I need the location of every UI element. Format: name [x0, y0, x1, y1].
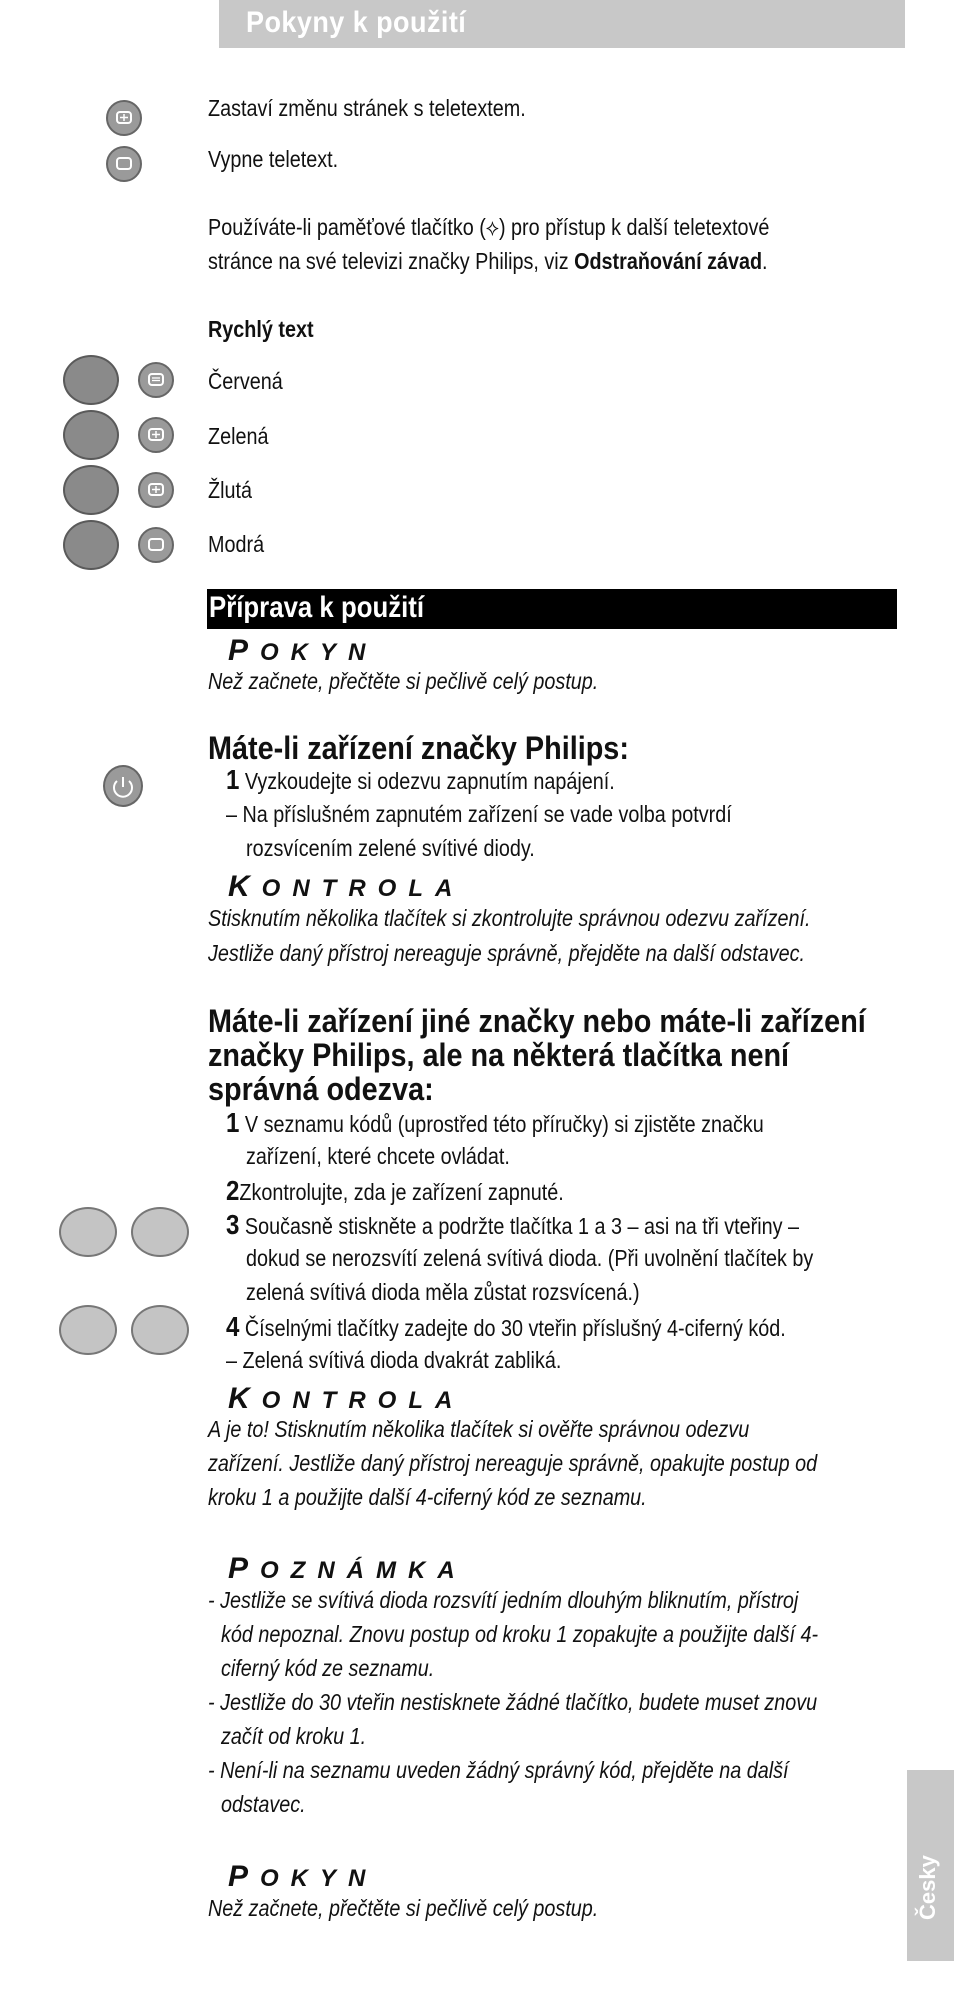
- remark-b2-line2: začít od kroku 1.: [221, 1723, 367, 1749]
- other-dash-line: – Zelená svítivá dioda dvakrát zabliká.: [226, 1347, 562, 1373]
- other-step-3-cont1: dokud se nerozsvítí zelená svítivá dioda. (Při uvolnění tlačítek by: [246, 1245, 814, 1271]
- note-text-2: Než začnete, přečtěte si pečlivě celý postup.: [208, 1895, 599, 1921]
- section-title: Příprava k použití: [209, 591, 425, 624]
- power-button-icon: [103, 765, 143, 807]
- memory-note-line2: stránce na své televizi značky Philips, viz Odstraňování závad.: [208, 248, 768, 274]
- color-green-label: Zelená: [208, 423, 269, 449]
- other-heading-line1: Máte-li zařízení jiné značky nebo máte-li zařízení: [208, 1003, 866, 1039]
- note-label: POKYN: [228, 634, 378, 667]
- remark-b1-line2: kód nepoznal. Znovu postup od kroku 1 zopakujte a použijte další 4-: [221, 1621, 819, 1647]
- color-yellow-label: Žlutá: [208, 477, 252, 503]
- other-check-line2: zařízení. Jestliže daný přístroj nereaguje správně, opakujte postup od: [208, 1450, 818, 1476]
- philips-heading: Máte-li zařízení značky Philips:: [208, 730, 629, 766]
- philips-step-1: 1 Vyzkoudejte si odezvu zapnutím napájení.: [226, 764, 615, 795]
- other-step-2: 2Zkontrolujte, zda je zařízení zapnuté.: [226, 1175, 564, 1206]
- other-check-line3: kroku 1 a použijte další 4-ciferný kód ze seznamu.: [208, 1484, 647, 1510]
- other-step-1: 1 V seznamu kódů (uprostřed této příručky) si zjistěte značku: [226, 1107, 764, 1138]
- teletext-off-button-icon: [106, 146, 142, 182]
- other-step-1-cont: zařízení, které chcete ovládat.: [246, 1143, 510, 1169]
- color-key-yellow-icon: [63, 465, 119, 515]
- other-step-3-cont2: zelená svítivá dioda měla zůstat rozsvícená.): [246, 1279, 640, 1305]
- remark-b3-line2: odstavec.: [221, 1791, 306, 1817]
- number-key-1-icon: [59, 1207, 117, 1257]
- philips-check-line2: Jestliže daný přístroj nereaguje správně, přejděte na další odstavec.: [208, 940, 806, 966]
- note-label-2: POKYN: [228, 1860, 378, 1893]
- check-label: KONTROLA: [228, 870, 465, 903]
- other-step-4: 4 Číselnými tlačítky zadejte do 30 vteřin příslušný 4-ciferný kód.: [226, 1311, 786, 1342]
- memory-note-line1: Používáte-li paměťové tlačítko (⟡) pro přístup k další teletextové: [208, 214, 770, 240]
- color-key-blue-icon: [63, 520, 119, 570]
- philips-dash-line2: rozsvícením zelené svítivé diody.: [246, 835, 535, 861]
- remark-b1-line1: - Jestliže se svítivá dioda rozsvítí jedním dlouhým bliknutím, přístroj: [208, 1587, 799, 1613]
- check-label-2: KONTROLA: [228, 1382, 465, 1415]
- other-heading-line2: značky Philips, ale na některá tlačítka není: [208, 1037, 790, 1073]
- color-red-label: Červená: [208, 368, 283, 394]
- fasttext-index-icon: [138, 362, 174, 398]
- fasttext-off-icon: [138, 527, 174, 563]
- teletext-off-text: Vypne teletext.: [208, 146, 339, 172]
- remark-b2-line1: - Jestliže do 30 vteřin nestisknete žádné tlačítko, budete muset znovu: [208, 1689, 818, 1715]
- language-tab: [907, 1770, 954, 1961]
- other-step-3: 3 Současně stiskněte a podržte tlačítka 1 a 3 – asi na tři vteřiny –: [226, 1209, 800, 1240]
- memory-icon: ⟡: [485, 214, 499, 240]
- philips-dash-line1: – Na příslušném zapnutém zařízení se vade volba potvrdí: [226, 801, 732, 827]
- color-key-green-icon: [63, 410, 119, 460]
- number-key-3-icon: [131, 1207, 189, 1257]
- page-title: Pokyny k použití: [246, 6, 467, 39]
- philips-check-line1: Stisknutím několika tlačítek si zkontrolujte správnou odezvu zařízení.: [208, 905, 811, 931]
- remark-label: POZNÁMKA: [228, 1552, 467, 1585]
- fasttext-reveal-icon: [138, 417, 174, 453]
- number-key-a-icon: [59, 1305, 117, 1355]
- fasttext-heading: Rychlý text: [208, 316, 314, 342]
- troubleshooting-reference: Odstraňování závad: [574, 248, 763, 274]
- other-heading-line3: správná odezva:: [208, 1071, 434, 1107]
- color-blue-label: Modrá: [208, 531, 265, 557]
- fasttext-hold-icon: [138, 472, 174, 508]
- color-key-red-icon: [63, 355, 119, 405]
- number-key-b-icon: [131, 1305, 189, 1355]
- remark-b3-line1: - Není-li na seznamu uveden žádný správný kód, přejděte na další: [208, 1757, 789, 1783]
- note-text: Než začnete, přečtěte si pečlivě celý postup.: [208, 668, 599, 694]
- other-check-line1: A je to! Stisknutím několika tlačítek si ověřte správnou odezvu: [208, 1416, 750, 1442]
- hold-page-button-icon: [106, 100, 142, 136]
- remark-b1-line3: ciferný kód ze seznamu.: [221, 1655, 435, 1681]
- language-tab-label: Česky: [915, 1855, 940, 1920]
- teletext-hold-text: Zastaví změnu stránek s teletextem.: [208, 95, 526, 121]
